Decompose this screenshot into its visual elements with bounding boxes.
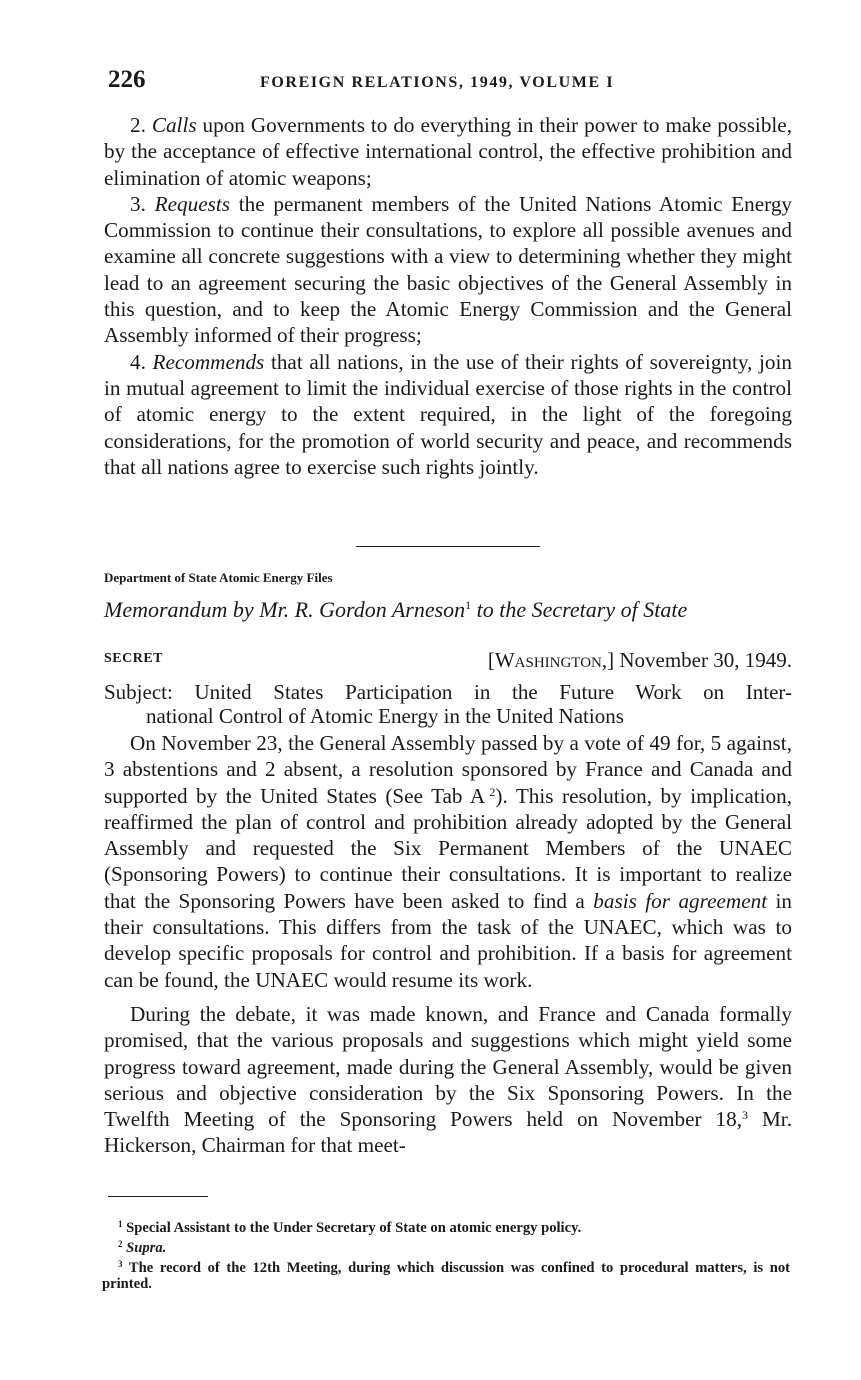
dateline — [488, 648, 792, 673]
dateline-place: [Washington,] — [487, 648, 615, 672]
running-head: FOREIGN RELATIONS, 1949, VOLUME I — [260, 74, 615, 91]
page-number: 226 — [108, 66, 146, 93]
resolution-text — [104, 112, 792, 480]
subject-line-2: national Control of Atomic Energy in the United Nations — [146, 704, 624, 728]
resolution-3-number: 3. — [130, 191, 146, 216]
footnote-1 — [102, 1216, 790, 1236]
footnote-1-text: Special Assistant to the Under Secretary of State on atomic energy policy. — [126, 1220, 582, 1236]
body-1-part-c: in their consultations. This differs from the task of the UNAEC, which was to develop specific proposals for control and prohibition. If a basis for agreement can be found, the UNAEC would resume its work. — [104, 888, 793, 992]
footnote-ref-1: 1 — [465, 598, 472, 612]
resolution-paragraph-2 — [104, 112, 792, 191]
footnote-2-text: Supra. — [126, 1240, 167, 1256]
footnote-divider — [108, 1196, 208, 1197]
resolution-4-text: that all nations, in the use of their rights of sovereignty, join in mutual agreement to limit the individual exercise of those rights in the control of atomic energy to the extent required, in the light of the foregoing considerations, for the promotion of world security and peace, and recommends that all nations agree to exercise such rights jointly. — [104, 349, 792, 479]
footnote-2-number: 2 — [118, 1239, 123, 1249]
footnote-3 — [102, 1256, 790, 1292]
subject-text-1: United States Participation in the Future Work on Inter- — [194, 680, 792, 704]
resolution-paragraph-3 — [104, 191, 792, 349]
subject-block — [104, 680, 792, 728]
memo-title — [104, 597, 794, 623]
body-2-part-a: During the debate, it was made known, and France and Canada formally promised, that the various proposals and suggestions which might yield some progress toward agreement, made during the General Assembly, would be given serious and objective consideration by the Six Sponsoring Powers. In the Twelfth Meeting of the Sponsoring Powers held on November 18, — [104, 1001, 792, 1132]
resolution-paragraph-4 — [104, 349, 792, 480]
resolution-3-verb: Requests — [154, 191, 230, 216]
body-paragraph-1 — [104, 730, 792, 993]
body-1-emphasis: basis for agreement — [593, 888, 768, 913]
footnote-1-number: 1 — [118, 1219, 123, 1229]
footnote-ref-3: 3 — [741, 1108, 748, 1123]
subject-line-1 — [104, 680, 792, 704]
footnote-3-number: 3 — [118, 1259, 123, 1269]
classification: SECRET — [104, 651, 164, 666]
subject-label: Subject: — [104, 680, 173, 704]
body-1-part-a: On November 23, the General Assembly passed by a vote of 49 for, 5 against, 3 abstentions and 2 absent, a resolution sponsored by France and Canada and supported by the United States (See Tab A — [104, 731, 792, 808]
classification-row — [104, 648, 792, 676]
source-label: Department of State Atomic Energy Files — [104, 570, 333, 585]
section-divider — [356, 546, 540, 547]
resolution-4-verb: Recommends — [152, 349, 265, 374]
body-paragraph-2 — [104, 1001, 792, 1159]
footnote-2 — [102, 1236, 790, 1256]
resolution-2-verb: Calls — [151, 113, 197, 137]
page-header — [108, 66, 788, 96]
resolution-2-text: upon Governments to do everything in their power to make possible, by the acceptance of effective international control, the effective prohibition and elimination of atomic weapons; — [104, 113, 793, 190]
memo-title-recipient: to the Secretary of State — [476, 597, 688, 622]
footnote-3-text: The record of the 12th Meeting, during which discussion was confined to procedural matters, is not printed. — [102, 1260, 790, 1292]
body-2-part-b: Mr. Hickerson, Chairman for that meet- — [104, 1107, 792, 1158]
body-1-part-b: ). This resolution, by implication, reaffirmed the plan of control and prohibition already adopted by the General Assembly and requested the Six Permanent Members of the UNAEC (Sponsoring Powers) to continue their consultations. It is important to realize that the Sponsoring Powers have been asked to find a — [104, 783, 792, 913]
footnote-ref-2: 2 — [489, 784, 496, 799]
footnotes — [102, 1216, 790, 1292]
resolution-4-number: 4. — [130, 349, 146, 374]
resolution-3-text: the permanent members of the United Nations Atomic Energy Commission to continue their consultations, to explore all possible avenues and examine all concrete suggestions with a view to determining whether they might lead to an agreement securing the basic objectives of the General Assembly in this question, and to keep the Atomic Energy Commission and the General Assembly informed of their progress; — [104, 191, 793, 348]
memo-title-main: Memorandum by Mr. R. Gordon Arneson — [104, 597, 466, 622]
resolution-2-number: 2. — [130, 113, 146, 137]
memo-body — [104, 730, 792, 1159]
dateline-date: November 30, 1949. — [619, 648, 792, 672]
